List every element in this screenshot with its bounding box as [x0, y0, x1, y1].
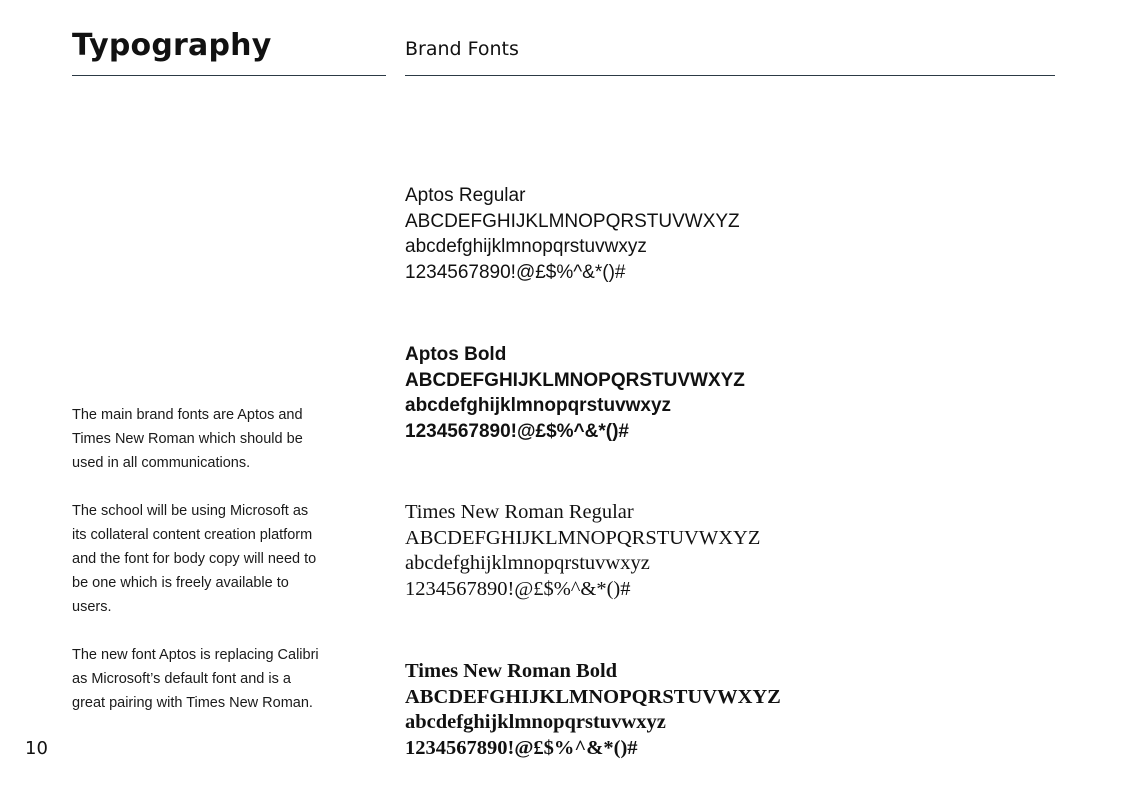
numbers-sample: 1234567890!@£$%^&*()#	[405, 577, 631, 600]
uppercase-sample: ABCDEFGHIJKLMNOPQRSTUVWXYZ	[405, 369, 745, 391]
uppercase-sample: ABCDEFGHIJKLMNOPQRSTUVWXYZ	[405, 685, 781, 708]
intro-text	[72, 403, 322, 739]
uppercase-sample: ABCDEFGHIJKLMNOPQRSTUVWXYZ	[405, 526, 761, 549]
font-sample-times-bold	[405, 659, 781, 761]
lowercase-sample: abcdefghijklmnopqrstuvwxyz	[405, 711, 666, 733]
font-sample-aptos-bold	[405, 342, 745, 444]
lowercase-sample: abcdefghijklmnopqrstuvwxyz	[405, 552, 650, 574]
font-name: Aptos Bold	[405, 344, 507, 365]
intro-paragraph: The new font Aptos is replacing Calibri as Microsoft’s default font and is a great pairing with Times New Roman.	[72, 647, 319, 711]
lowercase-sample: abcdefghijklmnopqrstuvwxyz	[405, 236, 647, 257]
font-name: Times New Roman Bold	[405, 660, 618, 682]
font-name: Times New Roman Regular	[405, 501, 634, 523]
page-number: 10	[25, 738, 48, 759]
section-divider	[405, 75, 1055, 76]
lowercase-sample: abcdefghijklmnopqrstuvwxyz	[405, 395, 672, 416]
uppercase-sample: ABCDEFGHIJKLMNOPQRSTUVWXYZ	[405, 210, 740, 232]
numbers-sample: 1234567890!@£$%^&*()#	[405, 261, 626, 283]
title-divider	[72, 75, 386, 76]
numbers-sample: 1234567890!@£$%^&*()#	[405, 420, 629, 442]
intro-paragraph: The school will be using Microsoft as its collateral content creation platform and the font for body copy will need to be one which is freely available to users.	[72, 503, 317, 615]
font-name: Aptos Regular	[405, 185, 526, 206]
font-sample-times-regular	[405, 500, 760, 602]
section-title: Brand Fonts	[405, 38, 519, 60]
numbers-sample: 1234567890!@£$%^&*()#	[405, 736, 638, 759]
intro-paragraph: The main brand fonts are Aptos and Times New Roman which should be used in all communications.	[72, 407, 303, 471]
font-sample-aptos-regular	[405, 183, 740, 285]
page-title: Typography	[72, 28, 272, 63]
